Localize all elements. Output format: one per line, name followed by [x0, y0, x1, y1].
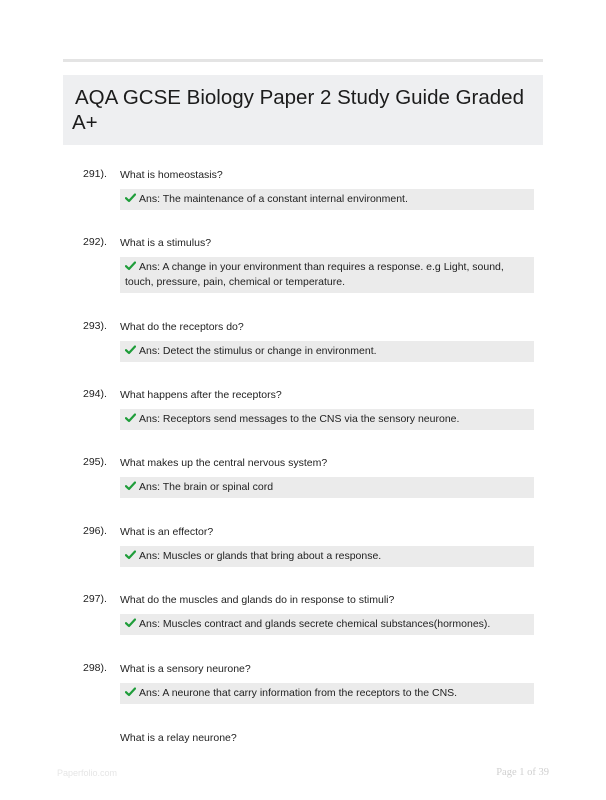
question-text: What is a stimulus?: [120, 237, 212, 249]
question-text: What happens after the receptors?: [120, 389, 282, 401]
page-indicator: Page 1 of 39: [496, 767, 549, 778]
answer-box: [120, 477, 534, 498]
question-number: 295).: [83, 456, 107, 468]
title-banner: [63, 75, 543, 145]
question-number: 296).: [83, 525, 107, 537]
check-icon: [125, 413, 136, 423]
answer-box: [120, 189, 534, 210]
top-divider: [63, 59, 543, 62]
check-icon: [125, 550, 136, 560]
question-number: 291).: [83, 168, 107, 180]
check-icon: [125, 481, 136, 491]
question-number: 293).: [83, 320, 107, 332]
answer-box: [120, 341, 534, 362]
footer-site: Paperfolio.com: [57, 768, 118, 778]
question-text: What makes up the central nervous system?: [120, 457, 328, 469]
answer-text: Ans: Muscles contract and glands secrete chemical substances(hormones).: [139, 618, 491, 630]
question-number: 297).: [83, 593, 107, 605]
answer-text: Ans: The brain or spinal cord: [139, 481, 274, 493]
answer-text: Ans: Detect the stimulus or change in environment.: [139, 345, 377, 357]
answer-text: Ans: A neurone that carry information from the receptors to the CNS.: [139, 687, 458, 699]
check-icon: [125, 687, 136, 697]
check-icon: [125, 618, 136, 628]
answer-text: Ans: A change in your environment than requires a response. e.g Light, sound, touch, pressure, pain, chemical or temperature.: [125, 261, 504, 288]
check-icon: [125, 193, 136, 203]
question-text: What is homeostasis?: [120, 169, 223, 181]
answer-box: [120, 546, 534, 567]
question-text: What do the receptors do?: [120, 321, 244, 333]
question-number: 294).: [83, 388, 107, 400]
answer-text: Ans: Muscles or glands that bring about a response.: [139, 550, 382, 562]
question-text: What do the muscles and glands do in response to stimuli?: [120, 594, 395, 606]
answer-box: [120, 409, 534, 430]
question-text: What is a sensory neurone?: [120, 663, 251, 675]
document-title: AQA GCSE Biology Paper 2 Study Guide Graded A+: [72, 86, 524, 134]
question-number: 298).: [83, 662, 107, 674]
answer-text: Ans: The maintenance of a constant internal environment.: [139, 193, 408, 205]
question-text: What is a relay neurone?: [120, 732, 237, 744]
question-number: 292).: [83, 236, 107, 248]
check-icon: [125, 345, 136, 355]
check-icon: [125, 261, 136, 271]
answer-box: [120, 614, 534, 635]
answer-box: [120, 683, 534, 704]
answer-box: [120, 257, 534, 293]
answer-text: Ans: Receptors send messages to the CNS via the sensory neurone.: [139, 413, 460, 425]
question-text: What is an effector?: [120, 526, 214, 538]
